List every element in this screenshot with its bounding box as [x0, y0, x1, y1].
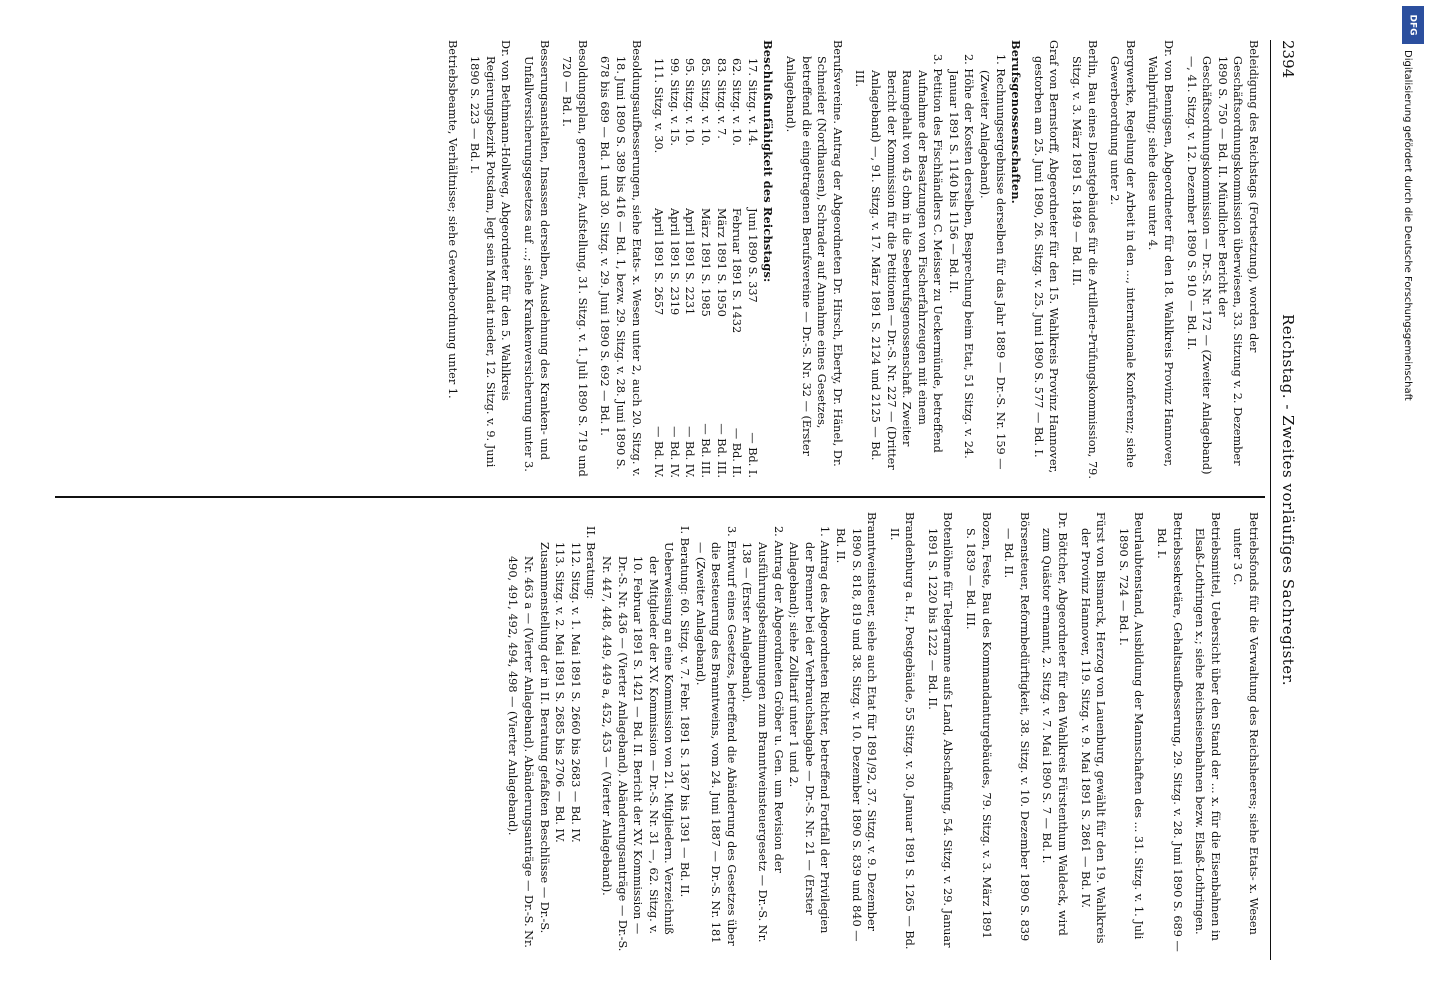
date-cell: April 1891 S. 2231 — [683, 208, 697, 316]
session-cell: 83. Sitzg. v. 7. — [714, 58, 728, 139]
index-entry: Betriebsfonds für die Verwaltung des Reichsheeres; siehe Etats- x. Wesen unter 3 C. — [1231, 512, 1260, 935]
digitization-note: Digitalisierung gefördert durch die Deutsche Forschungsgemeinschaft — [1402, 50, 1413, 401]
index-entry: Brandenburg a. H., Postgebäude, 55 Sitzg. v. 30. Januar 1891 S. 1265 — Bd. II. — [887, 512, 917, 950]
index-entry: Fürst von Bismarck, Herzog von Lauenburg, gewählt für den 19. Wahlkreis der Provinz Hannover, 119. Sitzg. v. 9. Mai 1891 S. 2861 — Bd. IV. — [1078, 512, 1108, 944]
volume-cell: — Bd. IV. — [652, 426, 666, 478]
index-entry: Dr. von Bethmann-Hollweg, Abgeordneter für den 5. Wahlkreis Regierungsbezirk Potsdam, legt sein Mandat nieder, 12. Sitzg. v. 9. Juni 1890 S. 223 — Bd. I. — [468, 40, 513, 468]
session-row — [744, 40, 760, 480]
beratung-text: Ueberweisung an eine Kommission von 21. Mitgliedern. Verzeichniß der Mitglieder der XV. Kommission — Dr.-S. Nr. 31 —, 62. Sitzg. v. 10. Februar 1891 S. 1421 — Bd. II. Bericht der XV. Kommission — Dr.-S. Nr. 436 — (Vierter Anlageband). Abänderungsanträge — Dr.-S. Nr. 447, 448, 449, 449 a, 452, 453 — (Vierter Anlageband). — [600, 542, 676, 952]
right-column — [498, 512, 1261, 952]
session-cell: 99. Sitzg. v. 15. — [667, 58, 681, 147]
beratung-line: 112. Sitzg. v. 1. Mai 1891 S. 2660 bis 2683 — Bd. IV. — [568, 542, 582, 843]
dfg-logo-text: DFG — [1407, 14, 1418, 36]
left-column — [437, 40, 1261, 480]
date-cell: Juni 1890 S. 337 — [745, 208, 759, 303]
sub-item: 3. Petition des Fischhändlers C. Meisser zu Ueckermünde, betreffend Aufnahme der Besatzungen von Fischerfahrzeugen mit einem Raumgehalt von 45 cbm in die Seeberufsgenossenschaft. Zweiter Bericht der Kommission für die Petitionen — Dr.-S. Nr. 227 — (Dritter Anlageband) —, 91. Sitzg. v. 17. März 1891 S. 2124 und 2125 — Bd. III. — [853, 54, 945, 470]
index-entry: Berufsvereine. Antrag der Abgeordneten Dr. Hirsch, Eberty, Dr. Hänel, Dr. Schneider (Nordhausen), Schrader auf Annahme eines Gesetzes, betreffend die eingetragenen Berufsvereine — Dr.-S. Nr. 32 — (Erster Anlageband). — [783, 40, 844, 467]
volume-cell: — Bd. I. — [745, 432, 759, 478]
session-cell: 17. Sitzg. v. 14. — [745, 58, 759, 147]
session-row — [682, 40, 698, 480]
running-title: Reichstag. - Zweites vorläufiges Sachregister. — [1279, 314, 1297, 686]
entry-heading: Berufsgenossenschaften. — [1009, 40, 1024, 204]
volume-cell: — Bd. IV. — [667, 426, 681, 478]
index-entry: Betriebsmittel, Uebersicht über den Stand der ... x. für die Eisenbahnen in Elsaß-Lothringen x.; siehe Reichseisenbahnen bezw. Elsaß-Lothringen. — [1193, 512, 1222, 941]
date-cell: März 1891 S. 1985 — [699, 208, 712, 317]
date-cell: April 1891 S. 2657 — [652, 208, 666, 316]
sub-item: 2. Höhe der Kosten derselben, Besprechung beim Etat, 51 Sitzg. v. 24. Januar 1891 S. 1140 bis 1156 — Bd. II. — [946, 54, 976, 459]
session-row — [651, 40, 667, 480]
date-cell: Februar 1891 S. 1432 — [730, 208, 744, 334]
session-row — [713, 40, 729, 480]
index-entry: Besoldungsplan, genereller, Aufstellung, 31. Sitzg. v. 1. Juli 1890 S. 719 und 720 — Bd. I. — [560, 40, 589, 477]
dfg-logo — [1402, 6, 1424, 44]
index-entry: Börsensteuer, Reformbedürftigkeit, 38. Sitzg. v. 10. Dezember 1890 S. 839 — Bd. II. — [1002, 512, 1031, 942]
volume-cell: — Bd. II. — [730, 427, 744, 478]
entry-heading: Beschlußunfähigkeit des Reichstags: — [761, 40, 776, 283]
berufsgenossenschaften-entry — [852, 40, 1024, 480]
session-row — [729, 40, 745, 480]
index-entry: Betriebssekretäre, Gehaltsaufbesserung, 29. Sitzg. v. 28. Juni 1890 S. 689 — Bd. I. — [1155, 512, 1184, 952]
index-entry: Bergwerke, Regelung der Arbeit in den ..., internationale Konferenz; siehe Gewerbeordnung unter 2. — [1108, 40, 1137, 468]
page-number: 2394 — [1279, 40, 1297, 79]
index-entry: Beurlaubtenstand, Ausbildung der Mannschaften des ... 31. Sitzg. v. 1. Juli 1890 S. 724 — Bd. I. — [1116, 512, 1146, 940]
sub-item: 2. Antrag der Abgeordneten Gröber u. Gen. um Revision der Ausführungsbestimmungen zum Branntweinsteuergesetz — Dr.-S. Nr. 138 — (Erster Anlageband). — [740, 526, 785, 943]
index-entry: Botenlöhne für Telegramme aufs Land, Abschaffung, 54. Sitzg. v. 29. Januar 1891 S. 1220 bis 1222 — Bd. II. — [925, 512, 955, 948]
digitization-strip — [1398, 0, 1432, 1000]
volume-cell: — Bd. IV. — [683, 426, 697, 478]
beratung-text: Zusammenstellung der in II. Beratung gefaßten Beschlüsse — Dr.-S. Nr. 463 a — (Vierter Anlageband). Abänderungsanträge — Dr.-S. Nr. 490, 491, 492, 494, 498 — (Vierter Anlageband). — [506, 542, 551, 948]
volume-cell: — Bd. III. — [699, 423, 712, 478]
date-cell: März 1891 S. 1950 — [714, 208, 728, 317]
date-cell: April 1891 S. 2319 — [667, 208, 681, 316]
sub-item: 1. Rechnungsergebnisse derselben für das Jahr 1889 — Dr.-S. Nr. 159 — (Zweiter Anlageband). — [978, 54, 1007, 470]
session-row — [666, 40, 682, 480]
session-row — [697, 40, 713, 480]
volume-cell: — Bd. III. — [714, 423, 728, 478]
beratung-line: 113. Sitzg. v. 2. Mai 1891 S. 2685 bis 2706 — Bd. IV. — [553, 542, 567, 843]
index-entry: Betriebsbeamte, Verhältnisse; siehe Gewerbeordnung unter 1. — [445, 40, 459, 399]
page-header — [1270, 40, 1301, 960]
index-entry: Besserungsanstalten, Insassen derselben, Ausdehnung des Kranken- und Unfallversicherungsgesetzes auf ...; siehe Krankenversicherung unter 3. — [522, 40, 551, 472]
entry-lead: Branntweinsteuer, siehe auch Etat für 1891/92, 37. Sitzg. v. 9. Dezember 1890 S. 818, 819 und 38. Sitzg. v. 10. Dezember 1890 S. 839 und 840 — Bd. II. — [833, 512, 879, 942]
branntweinsteuer-entry — [505, 512, 879, 952]
index-entry: Berlin, Bau eines Dienstgebäudes für die Artillerie-Prüfungskommission, 79. Sitzg. v. 3. März 1891 S. 1849 — Bd. III. — [1070, 40, 1099, 479]
index-entry: Graf von Bernstorff, Abgeordneter für den 15. Wahlkreis Provinz Hannover, gestorben am 25. Juni 1890, 26. Sitzg. v. 25. Juni 1890 S. 577 — Bd. I. — [1031, 40, 1061, 474]
index-entry: Beleidigung des Reichstags (Fortsetzung), worden der Geschäftsordnungskommission überwiesen, 33. Sitzung v. 2. Dezember 1890 S. 750 — Bd. II. Mündlicher Bericht der Geschäftsordnungskommission — Dr.-S. Nr. 172 — (Zweiter Anlageband) —, 41. Sitzg. v. 12. Dezember 1890 S. 910 — Bd. II. — [1184, 40, 1260, 475]
session-cell: 111. Sitzg. v. 30. — [652, 58, 666, 154]
beschlussunfaehigkeit-entry — [651, 40, 776, 480]
session-cell: 62. Sitzg. v. 10. — [730, 58, 744, 147]
index-entry: Dr. Böttcher, Abgeordneter für den Wahlkreis Fürstenthum Waldeck, wird zum Quästor ernannt, 2. Sitzg. v. 7. Mai 1890 S. 7 — Bd. I. — [1040, 512, 1070, 936]
index-entry: Bozen, Feste, Bau des Kommandanturgebäudes, 79. Sitzg. v. 3. März 1891 S. 1839 — Bd. III. — [964, 512, 993, 939]
sub-item: 3. Entwurf eines Gesetzes, betreffend die Abänderung des Gesetzes über die Besteuerung des Branntweins, vom 24. Juni 1887 — Dr.-S. Nr. 181 — (Zweiter Anlageband). — [693, 526, 738, 946]
sub-item: 1. Antrag des Abgeordneten Richter, betreffend Fortfall der Privilegien der Brenner bei der Verbrauchsabgabe — Dr.-S. Nr. 21 — (Erster Anlageband); siehe Zolltarif unter 1 und 2. — [787, 526, 832, 934]
column-divider — [55, 496, 1265, 498]
index-entry: Dr. von Bennigsen, Abgeordneter für den 18. Wahlkreis Provinz Hannover, Wahlprüfung; siehe diese unter 4. — [1146, 40, 1176, 468]
session-cell: 85. Sitzg. v. 10. — [699, 58, 712, 147]
beratung-heading: I. Beratung: 60. Sitzg. v. 7. Febr. 1891 S. 1367 bis 1391 — Bd. II. — [678, 526, 691, 898]
session-cell: 95. Sitzg. v. 10. — [683, 58, 697, 147]
beratung-heading: II. Beratung: — [584, 526, 598, 600]
index-entry: Besoldungsaufbesserungen, siehe Etats- x. Wesen unter 2, auch 20. Sitzg. v. 18. Juni 1890 S. 389 bis 416 — Bd. 1, bezw. 29. Sitzg. v. 28. Juni 1890 S. 678 bis 689 — Bd. 1 und 30. Sitzg. v. 29. Juni 1890 S. 692 — Bd. I. — [598, 40, 643, 477]
